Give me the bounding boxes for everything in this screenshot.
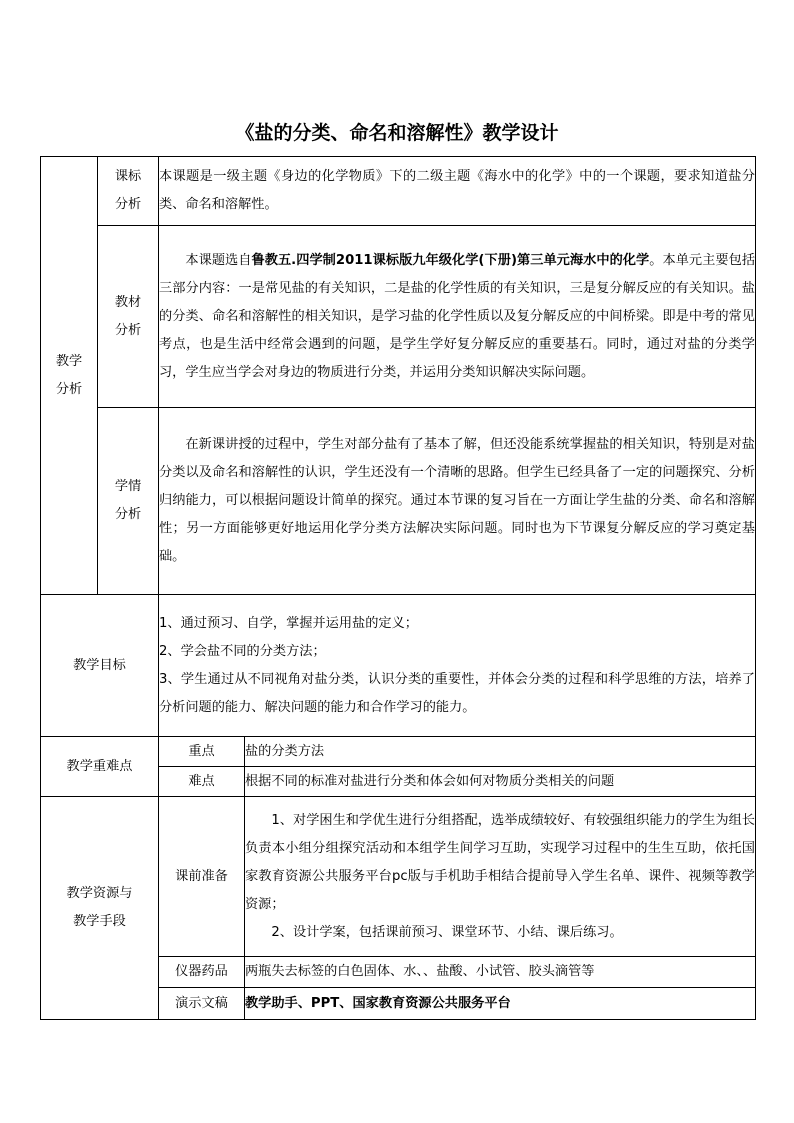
textbook-row xyxy=(41,226,756,408)
demo-label: 演示文稿 xyxy=(159,988,245,1020)
resources-label: 教学资源与 教学手段 xyxy=(41,797,159,1020)
goal-item: 2、学会盐不同的分类方法； xyxy=(159,643,326,659)
difficulty-text: 根据不同的标准对盐进行分类和体会如何对物质分类相关的问题 xyxy=(245,767,756,797)
instruments-label: 仪器药品 xyxy=(159,957,245,988)
prep-text xyxy=(245,797,756,957)
teaching-goals-label: 教学目标 xyxy=(41,595,159,737)
goal-item: 1、通过预习、自学，掌握并运用盐的定义； xyxy=(159,615,418,631)
prep-label: 课前准备 xyxy=(159,797,245,957)
textbook-analysis-label: 教材 分析 xyxy=(98,226,159,408)
curriculum-analysis-label: 课标 分析 xyxy=(98,157,159,226)
textbook-source: 鲁教五.四学制2011课标版九年级化学(下册)第三单元海水中的化学 xyxy=(251,252,650,268)
key-points-label: 教学重难点 xyxy=(41,737,159,797)
lesson-plan-table xyxy=(40,156,756,1020)
students-analysis-text: 在新课讲授的过程中，学生对部分盐有了基本了解，但还没能系统掌握盐的相关知识，特别是对盐分类以及命名和溶解性的认识，学生还没有一个清晰的思路。但学生已经具备了一定的问题探究、分析归纳能力，可以根据问题设计简单的探究。通过本节课的复习旨在一方面让学生盐的分类、命名和溶解性；另一方面能够更好地运用化学分类方法解决实际问题。同时也为下节课复分解反应的学习奠定基础。 xyxy=(159,408,756,595)
demo-text: 教学助手、PPT、国家教育资源公共服务平台 xyxy=(245,988,756,1020)
students-analysis-label: 学情 分析 xyxy=(98,408,159,595)
goal-item: 3、学生通过从不同视角对盐分类，认识分类的重要性，并体会分类的过程和科学思维的方法，培养了分析问题的能力、解决问题的能力和合作学习的能力。 xyxy=(159,671,755,715)
focus-label: 重点 xyxy=(159,737,245,767)
document-title: 《盐的分类、命名和溶解性》教学设计 xyxy=(235,122,559,144)
curriculum-analysis-text: 本课题是一级主题《身边的化学物质》下的二级主题《海水中的化学》中的一个课题，要求知道盐分类、命名和溶解性。 xyxy=(159,157,756,226)
difficulty-label: 难点 xyxy=(159,767,245,797)
focus-text: 盐的分类方法 xyxy=(245,737,756,767)
goals-row xyxy=(41,595,756,737)
curriculum-row xyxy=(41,157,756,226)
prep-item: 1、对学困生和学优生进行分组搭配，选举成绩较好、有较强组织能力的学生为组长负责本小组分组探究活动和本组学生间学习互助，实现学习过程中的生生互助，依托国家教育资源公共服务平台pc版与手机助手相结合提前导入学生名单、课件、视频等教学资源； xyxy=(245,812,755,912)
instruments-text: 两瓶失去标签的白色固体、水、、盐酸、小试管、胶头滴管等 xyxy=(245,957,756,988)
textbook-analysis-text: 本课题选自鲁教五.四学制2011课标版九年级化学(下册)第三单元海水中的化学。本单元主要包括三部分内容：一是常见盐的有关知识，二是盐的化学性质的有关知识，三是复分解反应的有关知识。盐的分类、命名和溶解性的相关知识，是学习盐的化学性质以及复分解反应的中间桥梁。即是中考的常见考点，也是生活中经常会遇到的问题，是学生学好复分解反应的重要基石。同时，通过对盐的分类学习，学生应当学会对身边的物质进行分类，并运用分类知识解决实际问题。 xyxy=(159,226,756,408)
prep-item: 2、设计学案，包括课前预习、课堂环节、小结、课后练习。 xyxy=(271,924,623,940)
focus-row xyxy=(41,737,756,767)
students-row xyxy=(41,408,756,595)
teaching-goals-text xyxy=(159,595,756,737)
prep-row xyxy=(41,797,756,957)
teaching-analysis-label: 教学 分析 xyxy=(41,157,98,595)
